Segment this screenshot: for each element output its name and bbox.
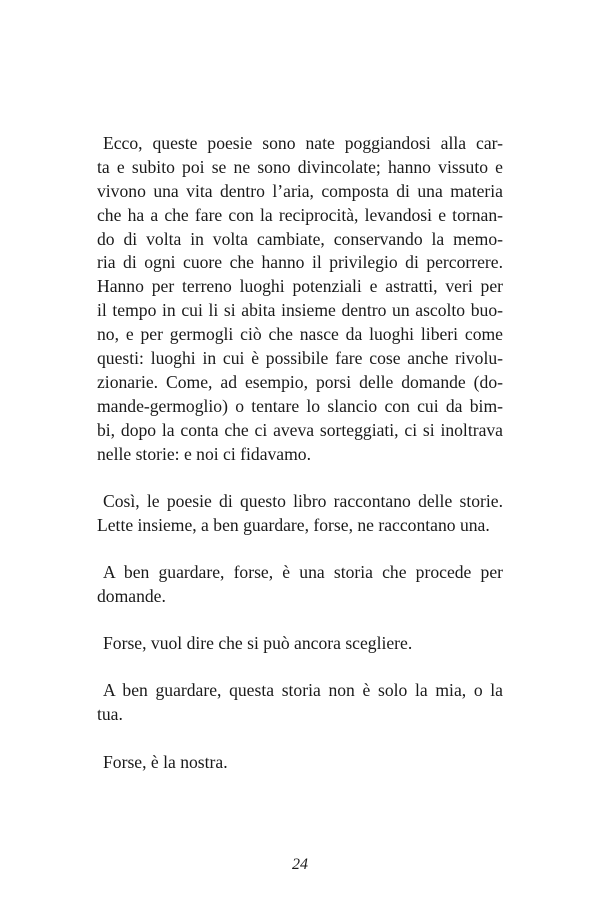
text-line: Hanno per terreno luoghi potenziali e astratti, veri per <box>97 276 503 297</box>
text-line: bi, dopo la conta che ci aveva sorteggiati, ci si inoltrava <box>97 419 503 440</box>
paragraph-questions <box>97 561 503 609</box>
text-line: ria di ogni cuore che hanno il privilegio di percorrere. <box>97 252 503 273</box>
text-line: tua. <box>97 704 123 725</box>
paragraph-not-only-mine <box>97 679 503 727</box>
text-line: Forse, è la nostra. <box>103 751 228 772</box>
paragraph-intro <box>97 132 503 466</box>
text-line: Forse, vuol dire che si può ancora scegliere. <box>103 633 413 654</box>
text-line: nelle storie: e noi ci fidavamo. <box>97 443 311 464</box>
text-line: no, e per germogli ciò che nasce da luoghi liberi come <box>97 324 503 345</box>
text-line: A ben guardare, questa storia non è solo la mia, o la <box>103 680 503 701</box>
text-line: Ecco, queste poesie sono nate poggiandosi alla car- <box>103 133 503 153</box>
text-line: A ben guardare, forse, è una storia che procede per <box>103 562 503 583</box>
text-line: ta e subito poi se ne sono divincolate; hanno vissuto e <box>97 156 503 177</box>
page-number: 24 <box>292 856 308 873</box>
text-line: vivono una vita dentro l’aria, composta di una materia <box>97 180 503 201</box>
paragraph-stories <box>97 490 503 538</box>
text-line: mande-germoglio) o tentare lo slancio con cui da bim- <box>97 395 503 416</box>
text-line: Lette insieme, a ben guardare, forse, ne raccontano una. <box>97 514 490 535</box>
body-text <box>97 132 503 775</box>
text-line: il tempo in cui li si abita insieme dentro un ascolto buo- <box>97 300 503 321</box>
text-line: che ha a che fare con la reciprocità, levandosi e tornan- <box>97 204 503 225</box>
text-line: domande. <box>97 585 166 606</box>
text-line: do di volta in volta cambiate, conservando la memo- <box>97 228 503 249</box>
text-line: questi: luoghi in cui è possibile fare cose anche rivolu- <box>97 348 503 369</box>
paragraph-ours <box>97 751 503 775</box>
paragraph-choose <box>97 632 503 656</box>
text-line: Così, le poesie di questo libro raccontano delle storie. <box>103 490 503 511</box>
text-line: zionarie. Come, ad esempio, porsi delle domande (do- <box>97 371 503 392</box>
